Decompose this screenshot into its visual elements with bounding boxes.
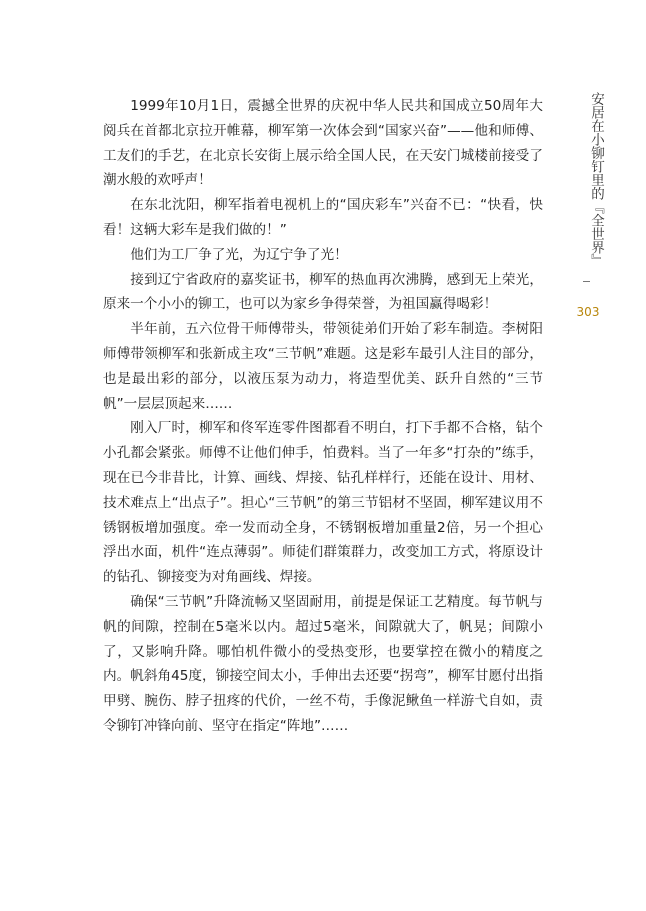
paragraph: 刚入厂时，柳军和佟军连零件图都看不明白，打下手都不合格，钻个小孔都会紧张。师傅不让他们伸手，怕费料。当了一年多“打杂的”练手，现在已今非昔比，计算、画线、焊接、钻孔样样行，还能在设计、用材、技术难点上“出点子”。担心“三节帆”的第三节铝材不坚固，柳军建议用不锈钢板增加强度。牵一发而动全身，不锈钢板增加重量2倍，另一个担心浮出水面，机件“连点薄弱”。师徒们群策群力，改变加工方式，将原设计的钻孔、铆接变为对角画线、焊接。: [103, 420, 543, 586]
paragraph: 在东北沈阳，柳军指着电视机上的“国庆彩车”兴奋不已：“快看，快看！这辆大彩车是我们做的！”: [103, 197, 543, 238]
paragraph: 确保“三节帆”升降流畅又坚固耐用，前提是保证工艺精度。每节帆与帆的间隙，控制在5毫米以内。超过5毫米，间隙就大了，帆晃；间隙小了，又影响升降。哪怕机件微小的受热变形，也要掌控在微小的精度之内。帆斜角45度，铆接空间太小，手伸出去还要“拐弯”，柳军甘愿付出指甲劈、腕伤、脖子扭疼的代价，一丝不苟，手像泥鳅鱼一样游弋自如，责令铆钉冲锋向前、坚守在指定“阵地”……: [103, 593, 543, 734]
paragraph: 接到辽宁省政府的嘉奖证书，柳军的热血再次沸腾，感到无上荣光，原来一个小小的铆工，也可以为家乡争得荣誉，为祖国赢得喝彩！: [103, 271, 543, 313]
paragraph: 半年前，五六位骨干师傅带头，带领徒弟们开始了彩车制造。李树阳师傅带领柳军和张新成主攻“三节帆”难题。这是彩车最引人注目的部分，也是最出彩的部分，以液压泵为动力，将造型优美、跃升自然的“三节帆”一层层顶起来……: [103, 321, 543, 412]
running-chapter-title: 安居在小铆钉里的『全世界』: [588, 92, 604, 268]
page-number: 303: [576, 305, 600, 319]
paragraph: 1999年10月1日，震撼全世界的庆祝中华人民共和国成立50周年大阅兵在首都北京拉开帷幕，柳军第一次体会到“国家兴奋”——他和师傅、工友们的手艺，在北京长安街上展示给全国人民，在天安门城楼前接受了潮水般的欢呼声！: [103, 98, 543, 189]
body-text: [103, 94, 543, 739]
side-divider: [583, 281, 590, 282]
paragraph: 他们为工厂争了光，为辽宁争了光！: [130, 246, 348, 263]
